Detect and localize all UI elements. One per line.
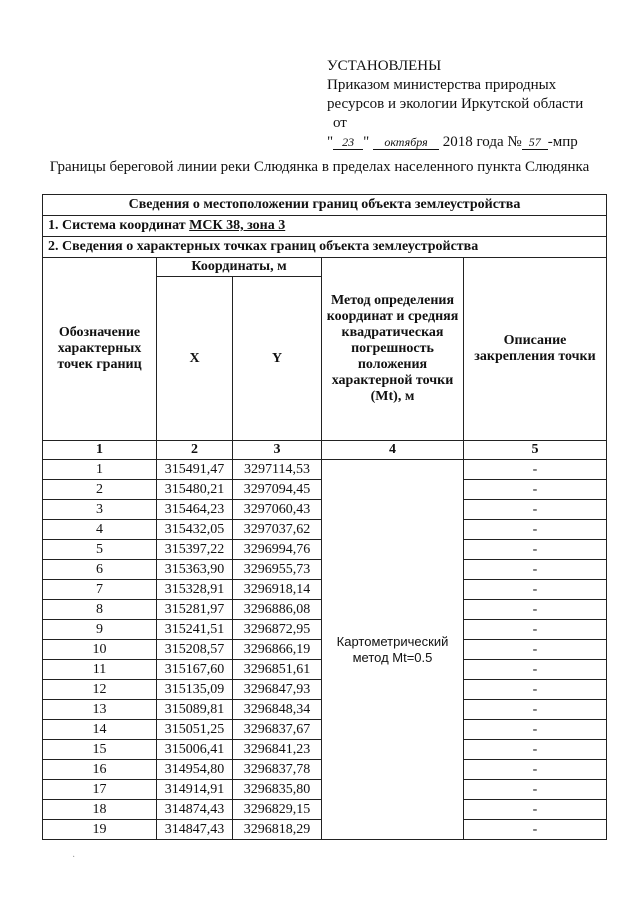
coord-x: 315397,22 xyxy=(157,540,233,560)
point-number: 2 xyxy=(43,480,157,500)
point-number: 12 xyxy=(43,680,157,700)
header-method: Метод определения координат и средняя квадратическая погрешность положения характерной точки (Mt), м xyxy=(322,258,464,441)
point-description: - xyxy=(464,460,607,480)
coord-y: 3297060,43 xyxy=(233,500,322,520)
point-number: 16 xyxy=(43,760,157,780)
coordinate-system-prefix: 1. Система координат xyxy=(48,218,190,233)
point-description: - xyxy=(464,800,607,820)
header-x: X xyxy=(157,277,233,441)
coord-x: 315491,47 xyxy=(157,460,233,480)
point-number: 19 xyxy=(43,820,157,840)
approval-line-2: Приказом министерства природных xyxy=(327,77,557,93)
point-number: 4 xyxy=(43,520,157,540)
coord-y: 3296994,76 xyxy=(233,540,322,560)
point-number: 15 xyxy=(43,740,157,760)
coord-x: 315464,23 xyxy=(157,500,233,520)
coord-y: 3296835,80 xyxy=(233,780,322,800)
coord-y: 3296866,19 xyxy=(233,640,322,660)
coord-x: 315167,60 xyxy=(157,660,233,680)
date-year: 2018 года № xyxy=(442,134,522,150)
point-description: - xyxy=(464,700,607,720)
coord-x: 315480,21 xyxy=(157,480,233,500)
points-section-title: 2. Сведения о характерных точках границ объекта землеустройства xyxy=(43,237,607,258)
data-rows xyxy=(43,460,607,840)
coord-y: 3296829,15 xyxy=(233,800,322,820)
approval-block xyxy=(327,57,627,152)
column-number: 4 xyxy=(322,441,464,460)
boundary-points-table xyxy=(42,194,607,840)
header-y: Y xyxy=(233,277,322,441)
coord-y: 3296818,29 xyxy=(233,820,322,840)
coord-x: 315006,41 xyxy=(157,740,233,760)
point-description: - xyxy=(464,540,607,560)
method-value xyxy=(322,460,464,840)
point-description: - xyxy=(464,580,607,600)
coord-y: 3296837,78 xyxy=(233,760,322,780)
method-value-line-1: Картометрический xyxy=(336,633,449,649)
header-point-designation: Обозначение характерных точек границ xyxy=(43,258,157,441)
approval-line-4: от xyxy=(333,115,347,131)
coord-y: 3296847,93 xyxy=(233,680,322,700)
point-number: 1 xyxy=(43,460,157,480)
section-title-row xyxy=(43,195,607,216)
point-description: - xyxy=(464,500,607,520)
point-description: - xyxy=(464,680,607,700)
section-title: Сведения о местоположении границ объекта землеустройства xyxy=(43,195,607,216)
point-number: 11 xyxy=(43,660,157,680)
points-section-row xyxy=(43,237,607,258)
point-number: 3 xyxy=(43,500,157,520)
coord-x: 315135,09 xyxy=(157,680,233,700)
point-description: - xyxy=(464,720,607,740)
coord-y: 3296841,23 xyxy=(233,740,322,760)
coord-x: 314874,43 xyxy=(157,800,233,820)
coord-x: 314847,43 xyxy=(157,820,233,840)
point-number: 18 xyxy=(43,800,157,820)
order-suffix: -мпр xyxy=(547,134,578,150)
point-description: - xyxy=(464,560,607,580)
date-month: октября xyxy=(373,135,439,150)
coord-x: 315208,57 xyxy=(157,640,233,660)
coord-y: 3296872,95 xyxy=(233,620,322,640)
table-row xyxy=(43,460,607,480)
coord-y: 3296955,73 xyxy=(233,560,322,580)
coord-x: 315051,25 xyxy=(157,720,233,740)
point-number: 7 xyxy=(43,580,157,600)
coord-y: 3296851,61 xyxy=(233,660,322,680)
coord-y: 3296918,14 xyxy=(233,580,322,600)
order-number: 57 xyxy=(522,135,548,150)
point-number: 6 xyxy=(43,560,157,580)
point-description: - xyxy=(464,660,607,680)
scan-speck: · xyxy=(72,852,76,863)
point-description: - xyxy=(464,520,607,540)
coord-x: 315281,97 xyxy=(157,600,233,620)
point-number: 14 xyxy=(43,720,157,740)
coord-x: 314954,80 xyxy=(157,760,233,780)
approval-date-line xyxy=(327,133,627,152)
point-description: - xyxy=(464,600,607,620)
coord-x: 315241,51 xyxy=(157,620,233,640)
date-open-quote: " xyxy=(327,134,334,150)
coord-y: 3296886,08 xyxy=(233,600,322,620)
point-number: 13 xyxy=(43,700,157,720)
header-row-1 xyxy=(43,258,607,277)
approval-heading: УСТАНОВЛЕНЫ xyxy=(327,58,442,74)
point-number: 17 xyxy=(43,780,157,800)
coord-x: 314914,91 xyxy=(157,780,233,800)
coord-y: 3297037,62 xyxy=(233,520,322,540)
coord-y: 3296837,67 xyxy=(233,720,322,740)
point-number: 9 xyxy=(43,620,157,640)
column-number: 5 xyxy=(464,441,607,460)
column-number: 2 xyxy=(157,441,233,460)
header-coordinates: Координаты, м xyxy=(157,258,322,277)
point-description: - xyxy=(464,820,607,840)
point-description: - xyxy=(464,480,607,500)
coordinate-system-row xyxy=(43,216,607,237)
coord-y: 3296848,34 xyxy=(233,700,322,720)
point-description: - xyxy=(464,760,607,780)
coord-x: 315432,05 xyxy=(157,520,233,540)
date-close-quote: " xyxy=(363,134,370,150)
header-description: Описание закрепления точки xyxy=(464,258,607,441)
point-number: 5 xyxy=(43,540,157,560)
approval-line-3: ресурсов и экологии Иркутской области xyxy=(327,96,584,112)
coord-y: 3297094,45 xyxy=(233,480,322,500)
point-description: - xyxy=(464,780,607,800)
coord-y: 3297114,53 xyxy=(233,460,322,480)
column-numbers-row xyxy=(43,441,607,460)
column-number: 1 xyxy=(43,441,157,460)
method-value-line-2: метод Mt=0.5 xyxy=(352,649,433,665)
coordinate-system-name: МСК 38, зона 3 xyxy=(189,218,286,233)
coordinate-system xyxy=(43,216,607,237)
coord-x: 315363,90 xyxy=(157,560,233,580)
document-title: Границы береговой линии реки Слюдянка в пределах населенного пункта Слюдянка xyxy=(49,159,590,175)
date-day: 23 xyxy=(333,135,363,150)
point-description: - xyxy=(464,620,607,640)
point-description: - xyxy=(464,740,607,760)
point-number: 10 xyxy=(43,640,157,660)
column-number: 3 xyxy=(233,441,322,460)
point-number: 8 xyxy=(43,600,157,620)
point-description: - xyxy=(464,640,607,660)
coord-x: 315328,91 xyxy=(157,580,233,600)
coord-x: 315089,81 xyxy=(157,700,233,720)
